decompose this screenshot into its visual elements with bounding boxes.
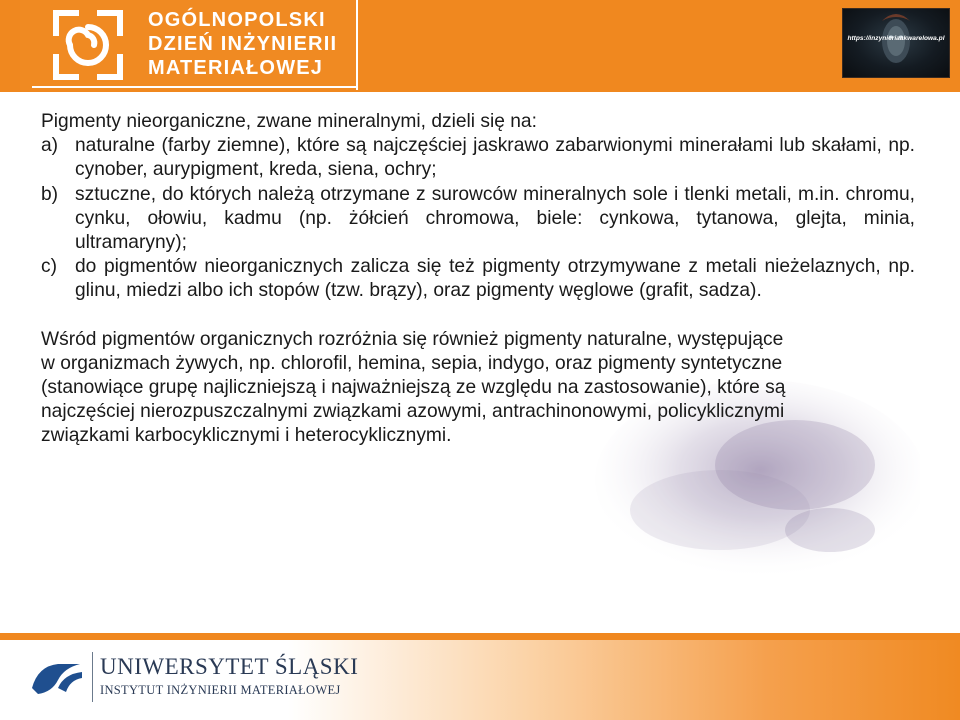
institute-name: INSTYTUT INŻYNIERII MATERIAŁOWEJ bbox=[100, 683, 341, 697]
footer-band bbox=[0, 640, 960, 720]
paragraph-line: w organizmach żywych, np. chlorofil, hemina, sepia, indygo, oraz pigmenty syntetyczne bbox=[41, 352, 783, 374]
event-title-line-3: MATERIAŁOWEJ bbox=[148, 57, 324, 79]
list-item-text: do pigmentów nieorganicznych zalicza się też pigmenty otrzymywane z metali nieżelaznych, np. glinu, miedzi albo ich stopów (tzw. brązy), oraz pigmenty węglowe (grafit, sadza). bbox=[75, 256, 915, 302]
university-logo-icon bbox=[28, 658, 84, 698]
paragraph-line: Wśród pigmentów organicznych rozróżnia się również pigmenty naturalne, występujące bbox=[41, 328, 784, 350]
list-item-text: naturalne (farby ziemne), które są najczęściej jaskrawo zabarwionymi minerałami lub skałami, np. cynober, aurypigment, kreda, siena, ochry; bbox=[75, 135, 915, 181]
paragraph-line: związkami karbocyklicznymi i heterocyklicznymi. bbox=[41, 425, 452, 447]
footer-divider bbox=[0, 633, 960, 640]
event-title bbox=[148, 8, 337, 80]
pigment-list bbox=[41, 134, 915, 303]
spiral-logo-icon bbox=[48, 5, 128, 85]
list-item bbox=[41, 134, 915, 182]
university-name: UNIWERSYTET ŚLĄSKI bbox=[100, 654, 359, 679]
organic-pigments-paragraph bbox=[41, 328, 915, 449]
event-title-line-2: DZIEŃ INŻYNIERII bbox=[148, 33, 338, 55]
list-marker: a) bbox=[41, 135, 59, 157]
logo-separator bbox=[92, 652, 93, 702]
event-title-line-1: OGÓLNOPOLSKI bbox=[148, 9, 326, 31]
list-item bbox=[41, 183, 915, 256]
event-logo bbox=[20, 0, 358, 90]
slide-content bbox=[41, 110, 915, 449]
paragraph-line: najczęściej nierozpuszczalnymi związkami azowymi, antrachinonowymi, policyklicznymi bbox=[41, 401, 785, 423]
list-item-text: sztuczne, do których należą otrzymane z surowców mineralnych sole i tlenki metali, m.in. chromu, cynku, ołowiu, kadmu (np. żółcień chromowa, biele: cynkowa, tytanowa, glejta, minia, ultramaryny); bbox=[75, 183, 915, 254]
list-item bbox=[41, 255, 915, 303]
list-marker: b) bbox=[41, 183, 59, 205]
website-badge bbox=[842, 8, 950, 78]
paragraph-line: (stanowiące grupę najliczniejszą i najważniejszą ze względu na zastosowanie), które są bbox=[41, 377, 786, 399]
intro-sentence: Pigmenty nieorganiczne, zwane mineralnymi, dzieli się na: bbox=[41, 111, 537, 132]
list-marker: c) bbox=[41, 256, 57, 278]
header-band bbox=[0, 0, 960, 92]
website-url: https://inzynieriaakwarelowa.pl bbox=[847, 35, 945, 42]
